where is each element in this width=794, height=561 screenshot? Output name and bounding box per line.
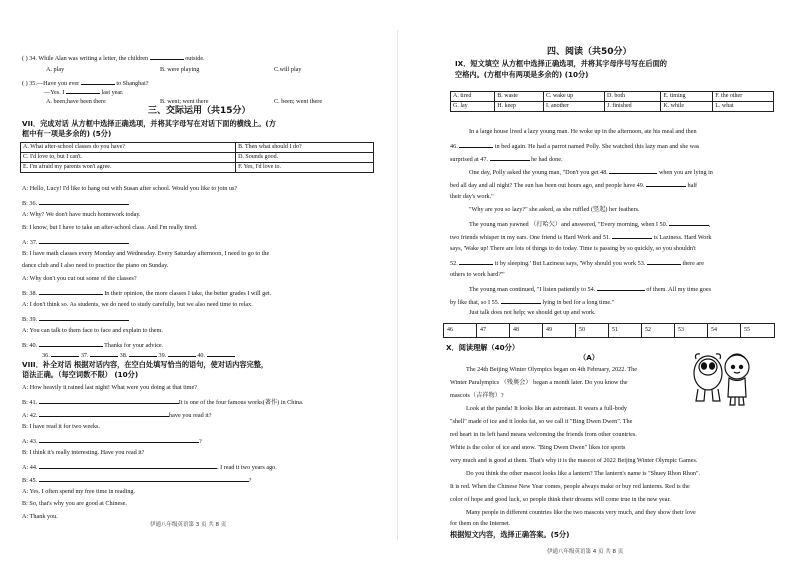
word-option: J. finished xyxy=(605,102,661,112)
dialog-line: A: You can talk to them face to face and explain to them. xyxy=(22,327,163,334)
answer-cell[interactable]: 51 xyxy=(609,324,642,337)
option-f: F. Yes, I'd love to. xyxy=(236,163,374,173)
word-option: E. timing xyxy=(661,92,713,102)
passage-line: says, 'Wake up! There are lots of things to do today. Time is passing by so quickly, so you shouldn't xyxy=(450,245,696,252)
dialog8-line: B: I have read it for two weeks. xyxy=(22,423,101,430)
page-footer: 伊通八年级英语第 4 页 共 8 页 xyxy=(547,549,624,555)
passage-line: their day's work." xyxy=(450,193,494,200)
answer-cell[interactable]: 52 xyxy=(642,324,675,337)
dialog-line: A: 37. xyxy=(22,237,129,247)
dialog-line: B: 36. xyxy=(22,198,129,208)
word-option: G. lay xyxy=(451,102,495,112)
q35-opt-a: A. been;have been there xyxy=(46,98,106,105)
dialog-line: B: 38. In their opinion, the more classes I take, the better grades I will get. xyxy=(22,290,272,297)
page-divider xyxy=(397,30,398,540)
answer-cell[interactable]: 46 xyxy=(444,324,477,337)
word-option: C. wake up xyxy=(543,92,604,102)
word-option: L. what xyxy=(713,102,774,112)
passage-line: bed all day and all night? The sun has been out hours ago, and people have 49. half xyxy=(450,182,698,189)
q35-line2: —Yes. I last year. xyxy=(44,89,124,96)
q35-stem: ( ) 35.—Have you ever to Shanghai? xyxy=(22,80,149,87)
passage-a-line: mascots（吉祥物）? xyxy=(450,392,504,399)
word-option: A. tired xyxy=(451,92,495,102)
dialog-line: B: 39. xyxy=(22,314,129,324)
word-option: D. both xyxy=(605,92,661,102)
dialog-line: A: Why? We don't have much homework today. xyxy=(22,211,141,218)
question-prompt: 根据短文内容，选择正确答案。(5分) xyxy=(450,530,570,539)
dialog-line: A: I don't think so. As students, we do need to study carefully, but we also need time to relax. xyxy=(22,301,253,308)
dialog8-line: A: 44. . I read it two years ago. xyxy=(22,464,277,471)
section8-title-2: 语法正确。（每空词数不限） (10分) xyxy=(22,370,139,379)
q35-opt-b: B. went; went there xyxy=(160,98,209,105)
dialog8-line: B: 41. It is one of the four famous works(著作) in China. xyxy=(22,399,304,406)
dialog-line: B: I have math classes every Monday and Wednesday. Every Saturday afternoon, I need to go to the xyxy=(22,250,270,257)
section3-title: 三、交际运用（共15分） xyxy=(148,106,251,116)
passage-a-label: （A） xyxy=(579,353,599,362)
answer-cell[interactable]: 53 xyxy=(675,324,708,337)
passage-a-line: Many people in different countries like the two mascots very much, and they show their love xyxy=(466,509,696,516)
passage-a-line: Look at the panda! It looks like an astronaut. It wears a full-body xyxy=(466,405,627,412)
passage-line: The young man continued, "I listen patiently to 54. of them. All my time goes xyxy=(469,286,711,293)
q35-opt-c: C. been; went there xyxy=(274,98,323,105)
word-option: F. the other xyxy=(713,92,774,102)
dialog8-line: A: Thank you. xyxy=(22,513,58,520)
dialog8-line: B: 45. ? xyxy=(22,477,252,484)
word-option: H. keep xyxy=(495,102,544,112)
passage-a-line: "shell" made of ice and it looks fat, so we call it "Bing Dwen Dwen". The xyxy=(450,418,633,425)
section9-options-box xyxy=(450,91,774,112)
word-option: I. another xyxy=(543,102,604,112)
passage-line: 52. it by sleeping.' But Laziness says, 'Why should you work 53. there are xyxy=(450,260,704,267)
passage-a-line: color of hope and good luck, so people think their dreams will come true in the new year. xyxy=(450,496,671,503)
dialog8-line: A: Yes. I often spend my free time in reading. xyxy=(22,488,136,495)
dialog8-line: B: I think it's really interesting. Have you read it? xyxy=(22,449,145,456)
passage-line: 46. in bed again. He had a parrot named Polly. She watched this lazy man and she was xyxy=(450,143,700,150)
dialog-line: A: Hello, Lucy! I'd like to hang out with Susan after school. Would you like to join us? xyxy=(22,185,238,192)
dialog8-line: A: 42. have you read it? xyxy=(22,412,212,419)
answer-cell[interactable]: 47 xyxy=(477,324,510,337)
section10-title: X．阅读理解（40分） xyxy=(446,343,520,352)
dialog-line: dance club and I also need to practice the piano on Sunday. xyxy=(22,262,169,269)
passage-a-line: Do you think the other mascot looks like a lantern? The lantern's name is "Shuey Rhon Rhon". xyxy=(466,470,701,477)
page-footer: 伊通八年级英语第 3 页 共 8 页 xyxy=(150,522,227,528)
passage-line: others to work hard?'" xyxy=(450,271,505,278)
section7-title: VII．完成对话 从方框中选择正确选项，并将其字母写在对话下面的横线上。(方 xyxy=(22,119,276,128)
dialog8-line: A: 43. ? xyxy=(22,438,202,445)
answer-cell[interactable]: 48 xyxy=(510,324,543,337)
section9-title: IX．短文填空 从方框中选择正确选项，并将其字母序号写在后面的 xyxy=(455,59,667,68)
passage-a-line: It is red. When the Chinese New Year comes, people always make or buy red lanterns. Red is the xyxy=(450,483,690,490)
passage-a-line: The 24th Beijing Winter Olympics began on 4th February, 2022. The xyxy=(466,366,637,373)
dialog-line: A: Why don't you cut out some of the classes? xyxy=(22,275,137,282)
passage-line: Just talk does not help; we should get up and work. xyxy=(469,309,596,316)
passage-line: by like that, so I 55. lying in bed for a long time." xyxy=(450,299,615,306)
word-option: B. waste xyxy=(495,92,544,102)
passage-line: surprised at 47. he had done. xyxy=(450,156,563,163)
passage-a-line: for them on the Internet. xyxy=(450,520,511,527)
passage-a-line: red heart in its left hand means welcoming the friends from other countries. xyxy=(450,431,637,438)
answer-cell[interactable]: 55 xyxy=(744,327,750,333)
q34-stem: ( ) 34. While Alan was writing a letter, the children outside. xyxy=(22,55,205,62)
passage-a-line: Winter Paralympics （残奥会） began a month later. Do you know the xyxy=(450,379,628,386)
answer-cell[interactable]: 50 xyxy=(576,324,609,337)
dialog8-line: B: So, that's why you are good at Chinese. xyxy=(22,500,127,507)
option-d: D. Sounds good. xyxy=(236,153,374,163)
word-option: K. while xyxy=(661,102,713,112)
section7-options-box xyxy=(20,142,374,173)
q34-opt-b: B. were playing xyxy=(160,66,200,73)
passage-line: One day, Polly asked the young man, "Don't you get 48. when you are lying in xyxy=(469,169,713,176)
dialog-line: B: I know, but I have to take an after-school class. And I'm really tired. xyxy=(22,224,198,231)
mascot-illustration xyxy=(688,345,756,413)
option-b: B. Then what should I do? xyxy=(236,143,374,153)
section4-title: 四、阅读（共50分） xyxy=(547,47,632,57)
section7-title-2: 框中有一项是多余的) (5分) xyxy=(22,129,112,138)
passage-line: "Why are you so lazy?" she asked, as she ruffled (竖起) her feathers. xyxy=(469,206,640,213)
section9-title-2: 空格内。(方框中有两项是多余的) (10分) xyxy=(455,70,589,79)
passage-line: two friends whisper in my ears. One friend is Hard Work and 51. is Laziness. Hard Work xyxy=(450,234,712,241)
option-a: A. What after-school classes do you have? xyxy=(21,143,236,153)
q34-opt-a: A. play xyxy=(46,66,65,73)
q34-opt-c: C.will play xyxy=(274,66,302,73)
dialog8-line: A: How heavily it rained last night! What were you doing at that time? xyxy=(22,384,197,391)
passage-line: In a large house lived a lazy young man. He woke up in the afternoon, ate his meal and then xyxy=(469,128,697,135)
passage-a-line: White is the color of ice and snow. "Bing Dwen Dwen" likes ice sports xyxy=(450,444,626,451)
answer-grid xyxy=(443,323,775,338)
answer-cell[interactable]: 54 xyxy=(708,324,741,337)
dialog-line: B: 40. Thanks for your advice. xyxy=(22,342,164,349)
option-c: C. I'd love to, but I can't. xyxy=(21,153,236,163)
passage-a-line: very much and is good at them. That's why it is the mascot of 2022 Beijing Winter Olympic Games. xyxy=(450,457,698,464)
section8-title: VIII．补全对话 根据对话内容，在空白处填写恰当的语句，使对话内容完整， xyxy=(22,360,269,369)
answers-row: 36. 37. 38. 39. 40. xyxy=(22,350,235,360)
passage-line: The young man yawned （打哈欠）and answered, "Every morning, when I 50. , xyxy=(469,221,711,228)
option-e: E. I'm afraid my parents won't agree. xyxy=(21,163,236,173)
answer-cell[interactable]: 49 xyxy=(543,324,576,337)
